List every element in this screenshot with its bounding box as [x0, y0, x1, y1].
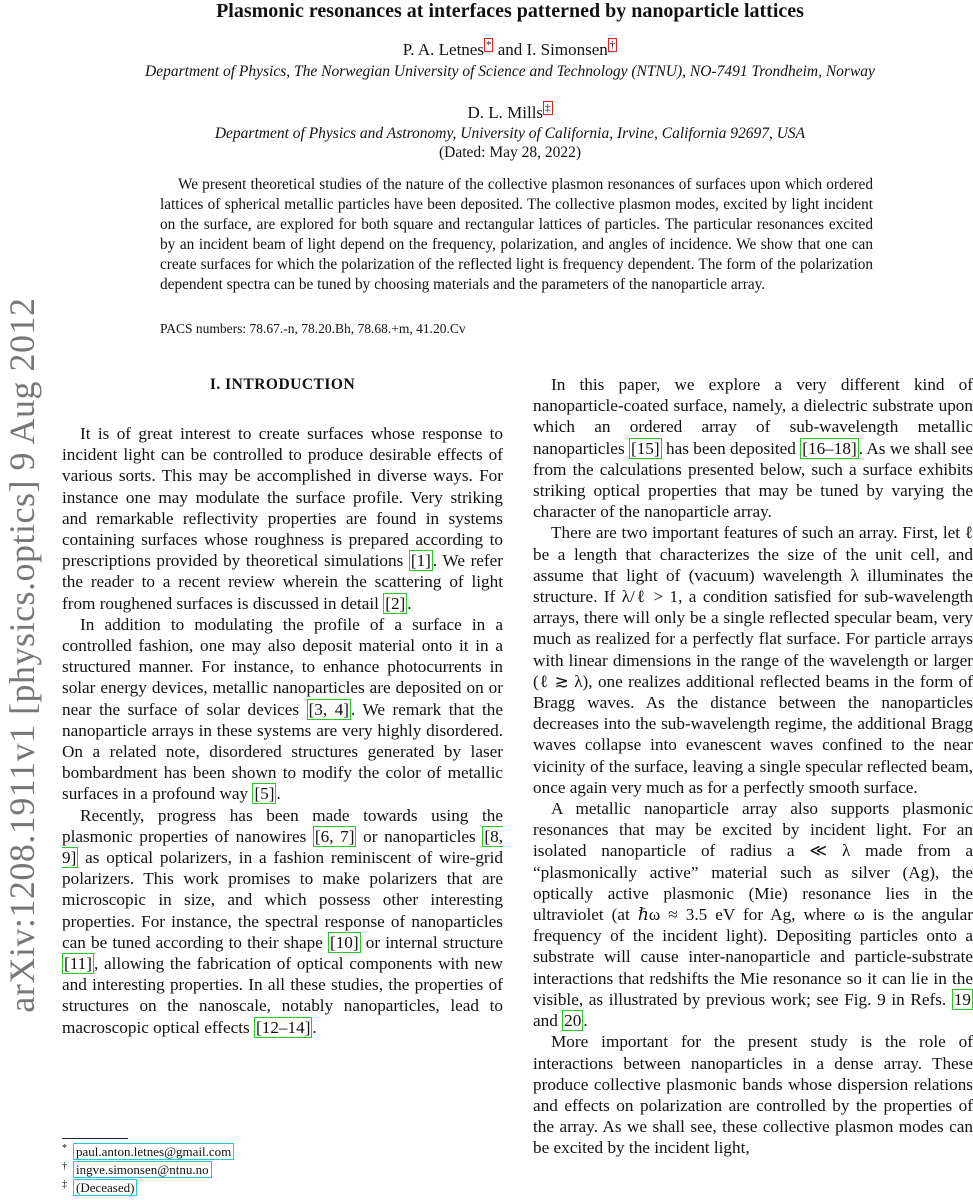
abstract: We present theoretical studies of the nature of the collective plasmon resonances of surfaces upon which ordered lattices of spherical metallic particles have been deposited. The collective plasmon modes, excited by light incident on the surface, are explored for both square and rectangular lattices of particles. The particular resonances excited by an incident beam of light depend on the frequency, polarization, and angles of incidence. We show that one can create surfaces for which the polarization of the reflected light is frequency dependent. The form of the polarization dependent spectra can be tuned by choosing materials and the parameters of the nanoparticle array.	[160, 176, 873, 293]
paragraph	[62, 805, 503, 1038]
footnote-mark: †	[62, 1161, 67, 1172]
citation-link[interactable]: [11]	[64, 954, 92, 974]
text-run: and	[533, 1011, 563, 1031]
text-run: . We remark that the nanoparticle arrays in these systems are very highly disordered. On a related note, disordered structures generated by laser bombardment has been shown to modify the color of metallic surfaces in a profound way	[62, 699, 504, 804]
citation-link[interactable]: [2]	[385, 593, 406, 613]
citation-link[interactable]: [12–14]	[256, 1017, 311, 1037]
affiliation-ntnu: Department of Physics, The Norwegian University of Science and Technology (NTNU), NO-7491 Trondheim, Norway	[145, 63, 875, 80]
author-letnes: P. A. Letnes	[402, 40, 484, 59]
email-link-simonsen[interactable]: ingve.simonsen@ntnu.no	[73, 1161, 212, 1178]
citation-link[interactable]: [16–18]	[802, 438, 857, 458]
author-mills: D. L. Mills	[467, 103, 544, 122]
footnote-mark: *	[62, 1143, 67, 1154]
paragraph	[62, 614, 503, 805]
pacs-numbers: PACS numbers: 78.67.-n, 78.20.Bh, 78.68.+m, 41.20.Cv	[160, 321, 466, 336]
citation-link[interactable]: [8, 9]	[62, 826, 503, 868]
paragraph	[62, 423, 503, 614]
footnote-3	[62, 1179, 137, 1196]
paper-title: Plasmonic resonances at interfaces patterned by nanoparticle lattices	[216, 0, 804, 22]
text-run: , allowing the fabrication of optical components with new and interesting properties. In all these studies, the properties of structures on the nanoscale, notably nanoparticles, lead to macroscopic optical effects	[62, 954, 503, 1037]
paragraph	[533, 798, 973, 1031]
arxiv-identifier: arXiv:1208.1911v1 [physics.optics] 9 Aug 2012	[2, 297, 42, 1013]
affiliation-uci: Department of Physics and Astronomy, University of California, Irvine, California 92697, USA	[214, 125, 806, 142]
section-heading-introduction: I. INTRODUCTION	[209, 376, 356, 393]
right-column	[533, 374, 973, 1159]
text-run: .	[276, 784, 281, 804]
text-run: .	[407, 593, 412, 613]
arxiv-sidebar	[0, 297, 44, 1200]
authors-line-1	[60, 40, 960, 60]
text-run: Recently, progress has been made towards using the plasmonic properties of nanowires	[62, 805, 503, 846]
footnote-2	[62, 1161, 212, 1178]
author-simonsen: I. Simonsen	[526, 40, 608, 59]
citation-link[interactable]: [6, 7]	[314, 826, 355, 846]
citation-link[interactable]: [5]	[254, 784, 275, 804]
citation-link[interactable]: [1]	[410, 551, 431, 571]
left-column	[62, 423, 503, 1038]
citation-link[interactable]: [3, 4]	[308, 699, 350, 719]
deceased-note[interactable]: (Deceased)	[73, 1179, 137, 1196]
text-run: .	[583, 1011, 588, 1031]
citation-link[interactable]: [15]	[630, 438, 660, 458]
paragraph: There are two important features of such an array. First, let ℓ be a length that characterizes the size of the unit cell, and assume that light of (vacuum) wavelength λ illuminates the structure. If λ/ℓ > 1, a condition satisfied for sub-wavelength arrays, there will only be a single reflected specular beam, very much as realized for a perfectly flat surface. For particle arrays with linear dimensions in the range of the wavelength or larger (ℓ ≳ λ), one realizes additional reflected beams in the form of Bragg waves. As the distance between the nanoparticles decreases into the sub-wavelength regime, the additional Bragg waves collapse into evanescent waves confined to the near vicinity of the surface, leaving a single specular reflected beam, once again very much as for a perfectly smooth surface.	[533, 523, 973, 797]
email-link-letnes[interactable]: paul.anton.letnes@gmail.com	[73, 1143, 234, 1160]
citation-link[interactable]: 20	[564, 1011, 582, 1031]
paragraph: More important for the present study is the role of interactions between nanoparticles in a dense array. These produce collective plasmonic bands whose dispersion relations and effects on polarization are controlled by the properties of the array. As we shall see, these collective plasmon modes can be excited by the incident light,	[533, 1032, 973, 1158]
text-run: or nanoparticles	[356, 826, 483, 846]
footnote-1	[62, 1143, 234, 1160]
text-run: . As we shall see from the calculations presented below, such a surface exhibits striking optical properties that may be tuned by varying the character of the nanoparticle array.	[533, 438, 973, 522]
footnote-mark: ‡	[62, 1179, 67, 1190]
author-and: and	[497, 40, 523, 59]
text-run: . We refer the reader to a recent review wherein the scattering of light from roughened surfaces is discussed in detail	[62, 551, 503, 613]
footnote-rule	[62, 1138, 128, 1139]
citation-link[interactable]: 19	[953, 989, 971, 1009]
text-run: It is of great interest to create surfaces whose response to incident light can be controlled to produce desirable effects of various sorts. This may be accomplished in diverse ways. For instance one may modulate the surface profile. Very striking and remarkable reflectivity properties are found in systems containing surfaces whose roughness is prepared according to prescriptions provided by theoretical simulations	[62, 424, 503, 571]
dated-line: (Dated: May 28, 2022)	[438, 144, 582, 161]
text-run: In addition to modulating the profile of a surface in a controlled fashion, one may also deposit material onto it in a structured manner. For instance, to enhance photocurrents in solar energy devices, metallic nanoparticles are deposited on or near the surface of solar devices	[62, 614, 503, 719]
text-run: In this paper, we explore a very different kind of nanoparticle-coated surface, namely, a dielectric substrate upon which an ordered array of sub-wavelength metallic nanoparticles	[533, 375, 973, 458]
authors-line-2	[60, 103, 960, 123]
footnote-link-3[interactable]: ‡	[545, 102, 551, 115]
paragraph	[533, 374, 973, 522]
text-run: has been deposited	[661, 438, 801, 458]
text-run: .	[312, 1017, 317, 1037]
citation-link[interactable]: [10]	[329, 932, 359, 952]
text-run: as optical polarizers, in a fashion reminiscent of wire-grid polarizers. This work promises to make polarizers that are microscopic in size, and which possess other interesting properties. For instance, the spectral response of nanoparticles can be tuned according to their shape	[62, 848, 503, 952]
footnote-link-2[interactable]: †	[609, 39, 616, 52]
footnote-link-1[interactable]: *	[485, 39, 492, 52]
text-run: or internal structure	[360, 932, 503, 952]
text-run: A metallic nanoparticle array also supports plasmonic resonances that may be excited by incident light. For an isolated nanoparticle of radius a ≪ λ made from a “plasmonically active” material such as silver (Ag), the optically active plasmonic (Mie) resonance lies in the ultraviolet (at ℏω ≈ 3.5 eV for Ag, where ω is the angular frequency of the incident light). Depositing particles onto a substrate will cause inter-nanoparticle and particle-substrate interactions that redshifts the Mie resonance so it can lie in the visible, as illustrated by previous work; see Fig. 9 in Refs.	[533, 799, 973, 1009]
